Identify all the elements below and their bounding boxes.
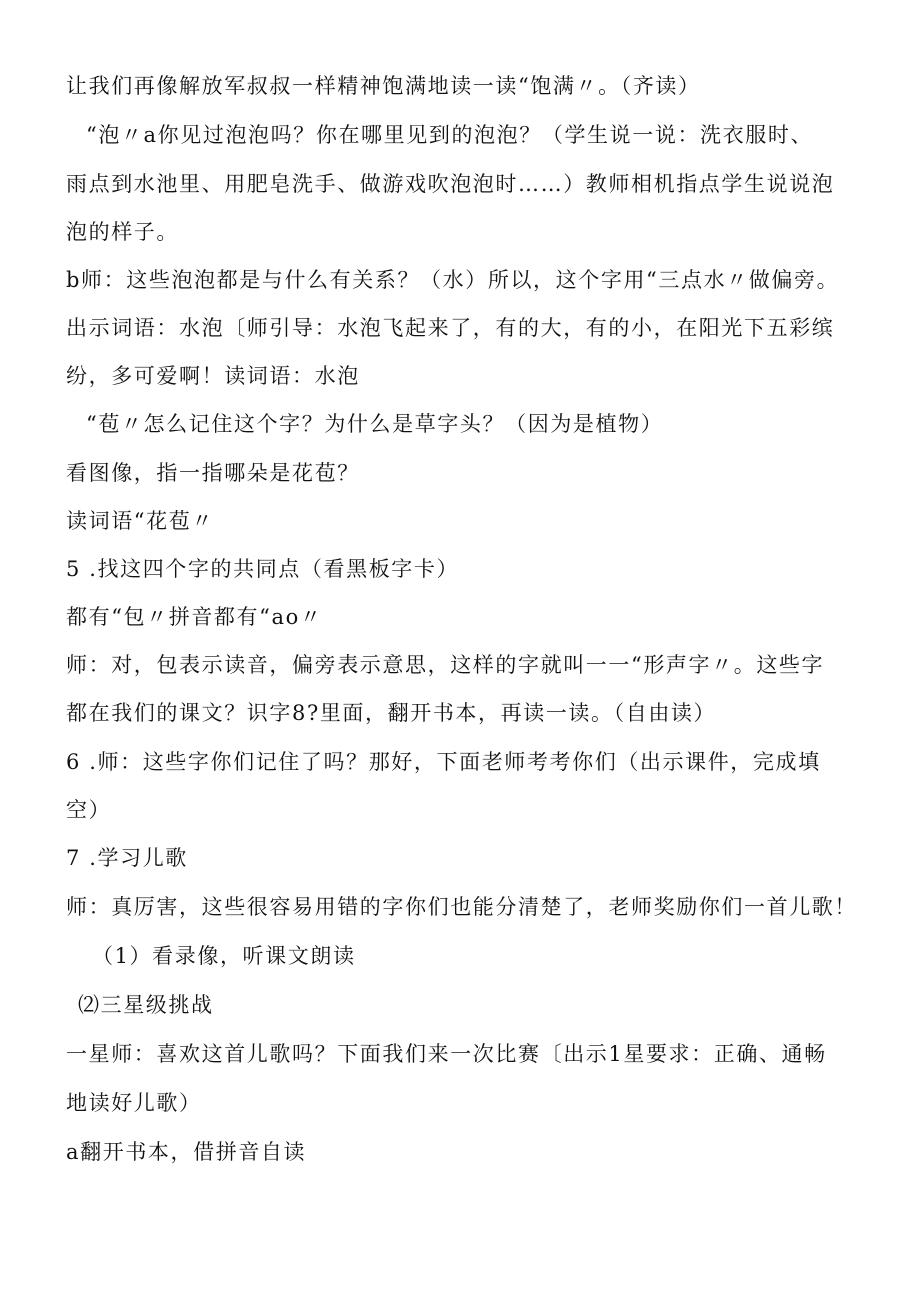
text-line-11: 5 .找这四个字的共同点（看黑板字卡） — [66, 557, 460, 581]
text-line-2: “泡〃a你见过泡泡吗？你在哪里见到的泡泡？（学生说一说：洗衣服时、 — [86, 123, 814, 147]
text-line-18: 师：真厉害，这些很容易用错的字你们也能分清楚了，老师奖励你们一首儿歌！ — [66, 895, 857, 919]
text-line-14: 都在我们的课文？识字8?里面，翻开书本，再读一读。（自由读） — [66, 701, 717, 725]
text-line-4: 泡的样子。 — [66, 220, 179, 244]
text-line-9: 看图像，指一指哪朵是花苞？ — [66, 461, 360, 485]
text-line-12: 都有“包〃拼音都有“ao〃 — [66, 605, 323, 629]
text-line-15: 6 .师：这些字你们记住了吗？那好，下面老师考考你们（出示课件，完成填 — [66, 750, 821, 774]
text-line-6: 出示词语：水泡〔师引导：水泡飞起来了，有的大，有的小，在阳光下五彩缤 — [66, 316, 835, 340]
text-line-17: 7 .学习儿歌 — [66, 846, 188, 870]
text-line-5: b师：这些泡泡都是与什么有关系？（水）所以，这个字用“三点水〃做偏旁。 — [66, 268, 840, 292]
text-line-22: 地读好儿歌） — [66, 1091, 202, 1115]
text-line-23: a翻开书本，借拼音自读 — [66, 1140, 307, 1164]
text-line-19: （1）看录像，听课文朗读 — [92, 944, 356, 968]
text-line-1: 让我们再像解放军叔叔一样精神饱满地读一读“饱满〃。（齐读） — [66, 74, 701, 98]
text-line-3: 雨点到水池里、用肥皂洗手、做游戏吹泡泡时……）教师相机指点学生说说泡 — [66, 172, 835, 196]
text-line-20: ⑵三星级挑战 — [78, 993, 214, 1017]
text-line-8: “苞〃怎么记住这个字？为什么是草字头？（因为是植物） — [86, 412, 664, 436]
text-line-13: 师：对，包表示读音，偏旁表示意思，这样的字就叫一一“形声字〃。这些字 — [66, 653, 825, 677]
text-line-10: 读词语“花苞〃 — [66, 509, 214, 533]
text-line-21: 一星师：喜欢这首儿歌吗？下面我们来一次比赛〔出示1星要求：正确、通畅 — [66, 1042, 827, 1066]
text-line-7: 纷，多可爱啊！读词语：水泡 — [66, 364, 360, 388]
text-line-16: 空） — [66, 798, 112, 822]
